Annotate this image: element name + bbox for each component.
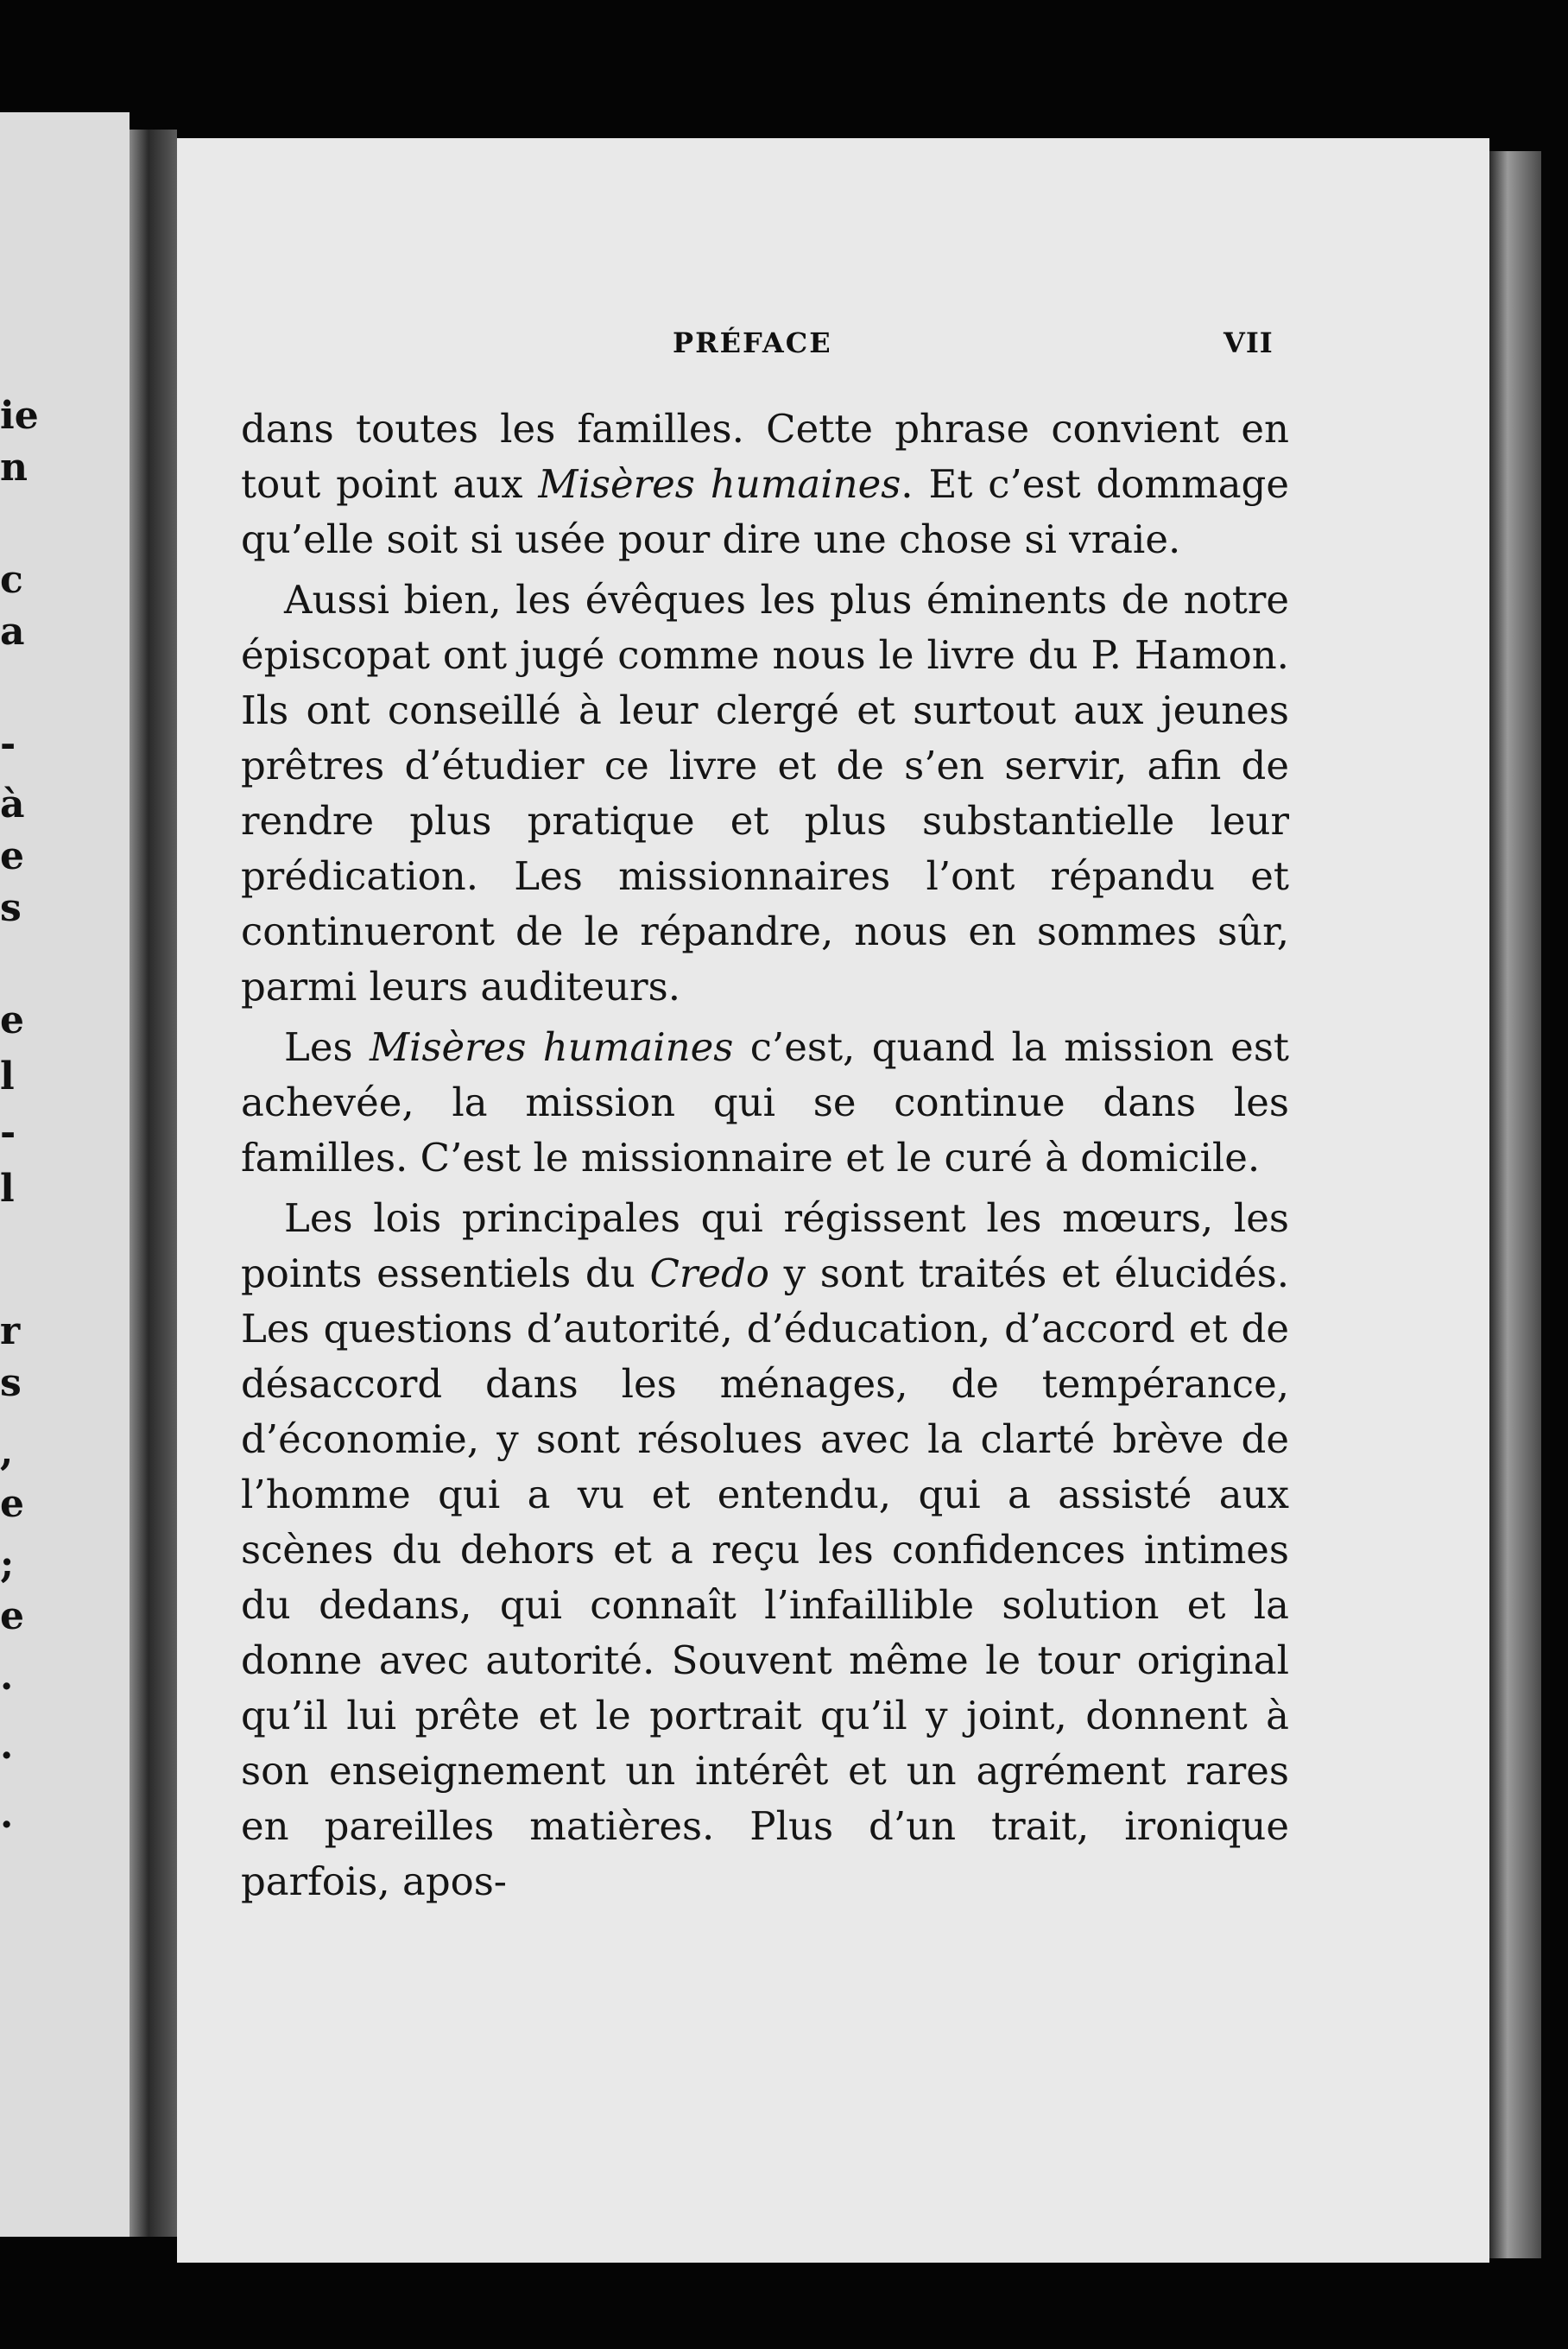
book-page (177, 138, 1489, 2263)
book-gutter (130, 130, 177, 2237)
facing-page-fragment: n (0, 446, 28, 490)
facing-page-fragment: à (0, 782, 25, 826)
paragraph (241, 573, 1289, 1015)
body-text (241, 402, 1289, 1915)
facing-page-fragment: e (0, 998, 24, 1042)
facing-page-fragment: - (0, 1111, 16, 1155)
facing-page-fragment: l (0, 1167, 15, 1211)
facing-page-fragment: e (0, 1594, 24, 1638)
running-head-title: PRÉFACE (673, 326, 832, 359)
facing-page-fragment: r (0, 1309, 21, 1353)
paragraph (241, 1191, 1289, 1909)
page-stack-edge (1489, 151, 1541, 2258)
facing-page-fragment: . (0, 1655, 14, 1699)
facing-page-fragment: . (0, 1724, 14, 1768)
facing-page-fragment: l (0, 1054, 15, 1099)
text-run: c’est, quand la mission est achevée, la mission qui se continue dans les familles. C’est le missionnaire et le curé à domicile. (241, 1024, 1289, 1181)
paragraph (241, 1020, 1289, 1186)
italic-title: Misères humaines (369, 1024, 734, 1070)
facing-page-fragment: e (0, 834, 24, 878)
paragraph (241, 402, 1289, 567)
text-run: . Et c’est dommage qu’elle soit si usée pour dire une chose si vraie. (241, 461, 1289, 562)
text-run: y sont traités et élucidés. Les questions d’autorité, d’éducation, d’accord et de désaccord dans les ménages, de tempérance, d’économie, y sont résolues avec la clarté brève de l’homme qui a vu et entendu, qui a assisté aux scènes du dehors et a reçu les confidences intimes du dedans, qui connaît l’infaillible solution et la donne avec autorité. Souvent même le tour original qu’il lui prête et le portrait qu’il y joint, donnent à son enseignement un intérêt et un agrément rares en pareilles matières. Plus d’un trait, ironique parfois, apos- (241, 1250, 1289, 1904)
facing-page-fragment: s (0, 886, 22, 930)
facing-page-fragment: e (0, 1482, 24, 1526)
facing-page-fragment: a (0, 610, 25, 654)
italic-title: Credo (649, 1250, 769, 1296)
facing-page-fragment: - (0, 722, 16, 766)
text-run: Les (284, 1024, 370, 1070)
running-head (177, 326, 1489, 378)
facing-page-fragment: , (0, 1430, 14, 1474)
facing-page-fragment: c (0, 558, 23, 602)
facing-page-fragment: ; (0, 1542, 15, 1586)
facing-page-fragment: . (0, 1793, 14, 1837)
facing-page-fragment: s (0, 1361, 22, 1405)
facing-page-edge (0, 112, 130, 2237)
italic-title: Misères humaines (538, 461, 901, 507)
page-number: VII (1223, 326, 1274, 359)
facing-page-fragment: ie (0, 394, 39, 438)
text-run: Les lois principales qui régissent les mœurs, les points essentiels du (241, 1195, 1289, 1296)
text-run: Aussi bien, les évêques les plus éminents de notre épiscopat ont jugé comme nous le livre du P. Hamon. Ils ont conseillé à leur clergé et surtout aux jeunes prêtres d’étudier ce livre et de s’en servir, afin de rendre plus pratique et plus substantielle leur prédication. Les missionnaires l’ont répandu et continueront de le répandre, nous en sommes sûr, parmi leurs auditeurs. (241, 577, 1289, 1010)
text-run: dans toutes les familles. Cette phrase convient en tout point aux (241, 406, 1289, 507)
